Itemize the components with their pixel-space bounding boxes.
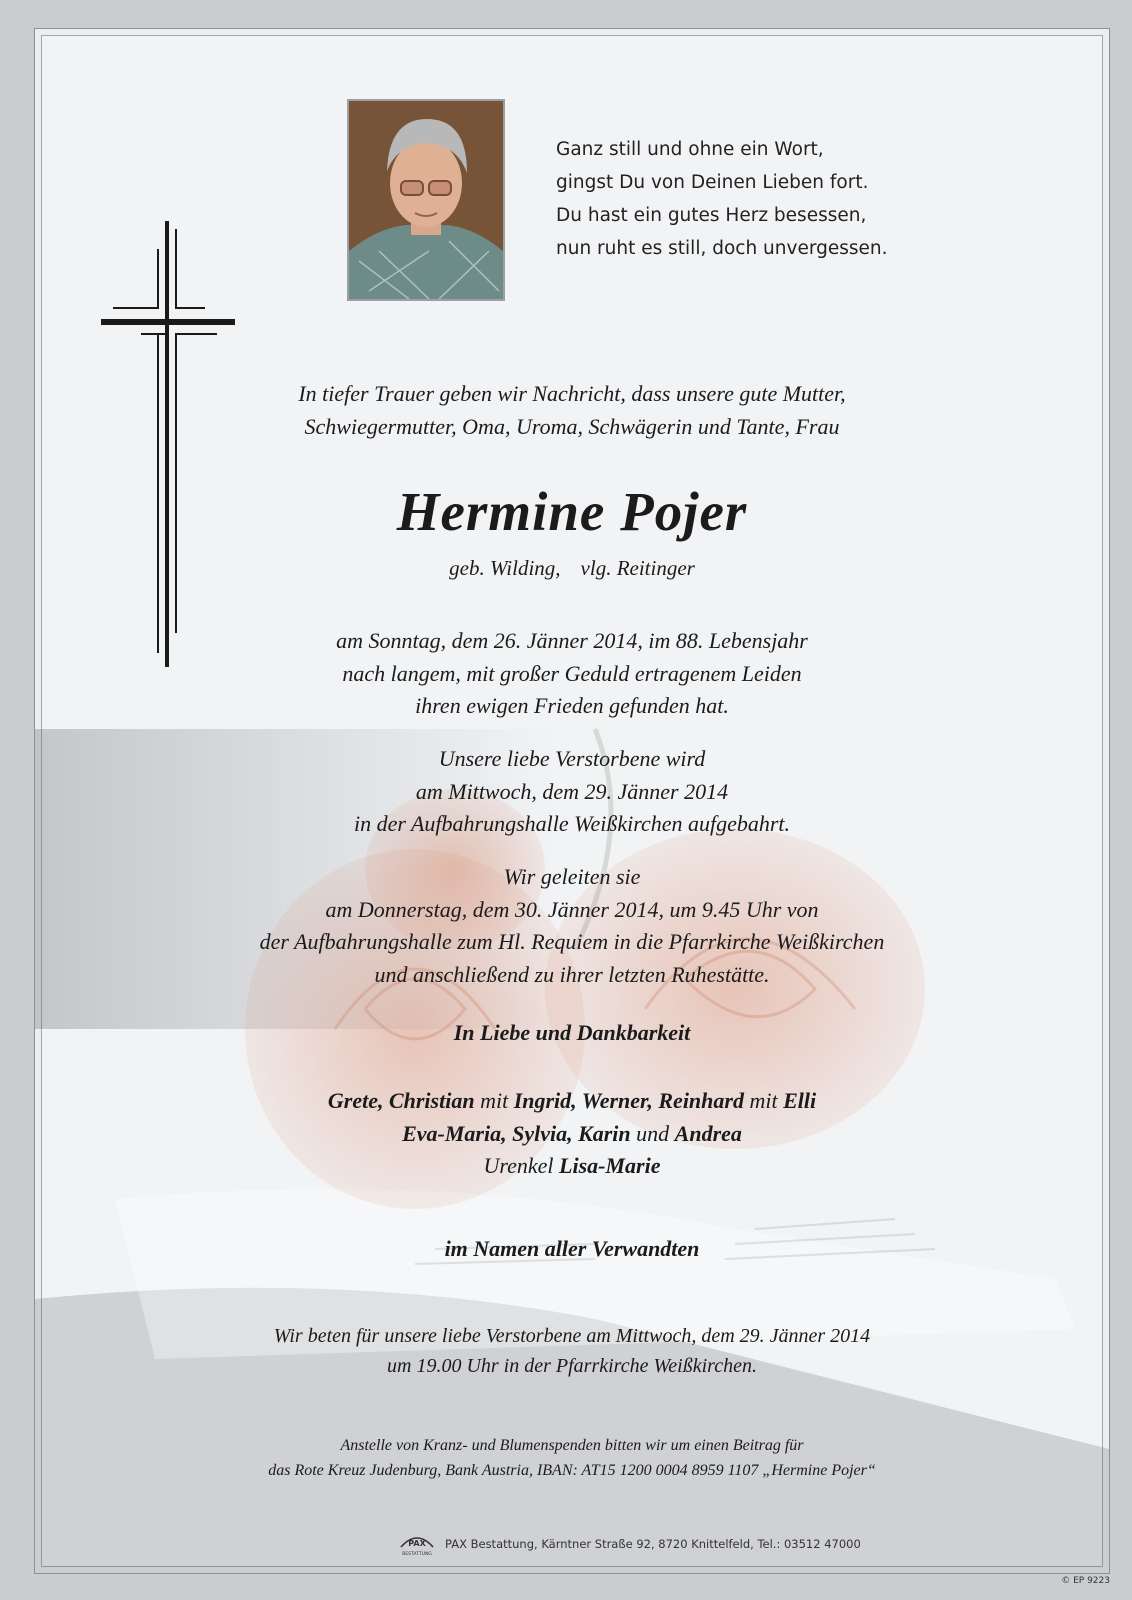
funeral-home-footer: [397, 1527, 861, 1561]
poem-line: nun ruht es still, doch unvergessen.: [556, 238, 888, 259]
family-connector: und: [636, 1120, 670, 1146]
deceased-name: Hermine Pojer: [396, 481, 748, 542]
document-code: © EP 9223: [1061, 1576, 1110, 1586]
poem-line: Ganz still und ohne ein Wort,: [556, 139, 824, 160]
family-line: [35, 1085, 1109, 1118]
poem: [556, 133, 976, 265]
death-notice-line: am Sonntag, dem 26. Jänner 2014, im 88. Lebensjahr: [336, 628, 808, 653]
poem-line: gingst Du von Deinen Lieben fort.: [556, 172, 869, 193]
donation-line: das Rote Kreuz Judenburg, Bank Austria, IBAN: AT15 1200 0004 8959 1107 „Hermine Pojer“: [268, 1462, 876, 1479]
intro-line: Schwiegermutter, Oma, Uroma, Schwägerin und Tante, Frau: [304, 414, 840, 439]
birth-name-line: [35, 553, 1109, 583]
pax-logo-icon: [397, 1529, 437, 1559]
birth-name: geb. Wilding,: [449, 556, 561, 580]
donation-line: Anstelle von Kranz- und Blumenspenden bitten wir um einen Beitrag für: [340, 1437, 804, 1454]
portrait-photo: [347, 99, 505, 301]
poem-line: Du hast ein gutes Herz besessen,: [556, 205, 867, 226]
funeral-line: der Aufbahrungshalle zum Hl. Requiem in die Pfarrkirche Weißkirchen: [259, 929, 885, 954]
laying-out-line: in der Aufbahrungshalle Weißkirchen aufgebahrt.: [353, 811, 791, 836]
cross-icon: [101, 221, 235, 667]
family-connector: mit: [480, 1088, 509, 1113]
family-names: Andrea: [674, 1120, 742, 1146]
family-connector: mit: [749, 1088, 778, 1113]
funeral-line: und anschließend zu ihrer letzten Ruhestätte.: [374, 961, 770, 987]
footer-address: PAX Bestattung, Kärntner Straße 92, 8720 Knittelfeld, Tel.: 03512 47000: [445, 1537, 861, 1551]
funeral-notice: [35, 861, 1109, 991]
family-names: Lisa-Marie: [559, 1153, 661, 1178]
prayer-line: Wir beten für unsere liebe Verstorbene am Mittwoch, dem 29. Jänner 2014: [273, 1325, 871, 1347]
laying-out-notice: [35, 743, 1109, 841]
funeral-line: Wir geleiten sie: [503, 864, 641, 889]
family-line: [35, 1150, 1109, 1183]
laying-out-line: Unsere liebe Verstorbene wird: [438, 746, 706, 771]
family-connector: Urenkel: [483, 1153, 554, 1178]
family-names: Grete, Christian: [327, 1088, 475, 1113]
family-names: Elli: [783, 1088, 817, 1113]
death-notice-line: ihren ewigen Frieden gefunden hat.: [415, 693, 729, 718]
logo-subtext: BESTATTUNG: [402, 1552, 432, 1557]
intro-line: In tiefer Trauer geben wir Nachricht, dass unsere gute Mutter,: [298, 381, 846, 406]
death-notice-line: nach langem, mit großer Geduld ertragenem Leiden: [342, 660, 802, 686]
logo-text: PAX: [408, 1539, 426, 1548]
donation-notice: [35, 1433, 1109, 1483]
funeral-line: am Donnerstag, dem 30. Jänner 2014, um 9.45 Uhr von: [325, 896, 819, 922]
on-behalf-line: im Namen aller Verwandten: [444, 1236, 700, 1261]
family-list: [35, 1085, 1109, 1183]
prayer-line: um 19.00 Uhr in der Pfarrkirche Weißkirchen.: [387, 1355, 757, 1377]
prayer-notice: [35, 1321, 1109, 1381]
family-names: Ingrid, Werner, Reinhard: [513, 1088, 744, 1113]
death-notice: [35, 625, 1109, 723]
intro-text: [35, 377, 1109, 443]
thanks-heading: In Liebe und Dankbarkeit: [453, 1020, 691, 1045]
laying-out-line: am Mittwoch, dem 29. Jänner 2014: [415, 778, 729, 804]
family-names: Eva-Maria, Sylvia, Karin: [402, 1120, 631, 1146]
vulgo-name: vlg. Reitinger: [580, 556, 695, 580]
obituary-sheet: [34, 28, 1110, 1574]
family-line: [35, 1118, 1109, 1151]
